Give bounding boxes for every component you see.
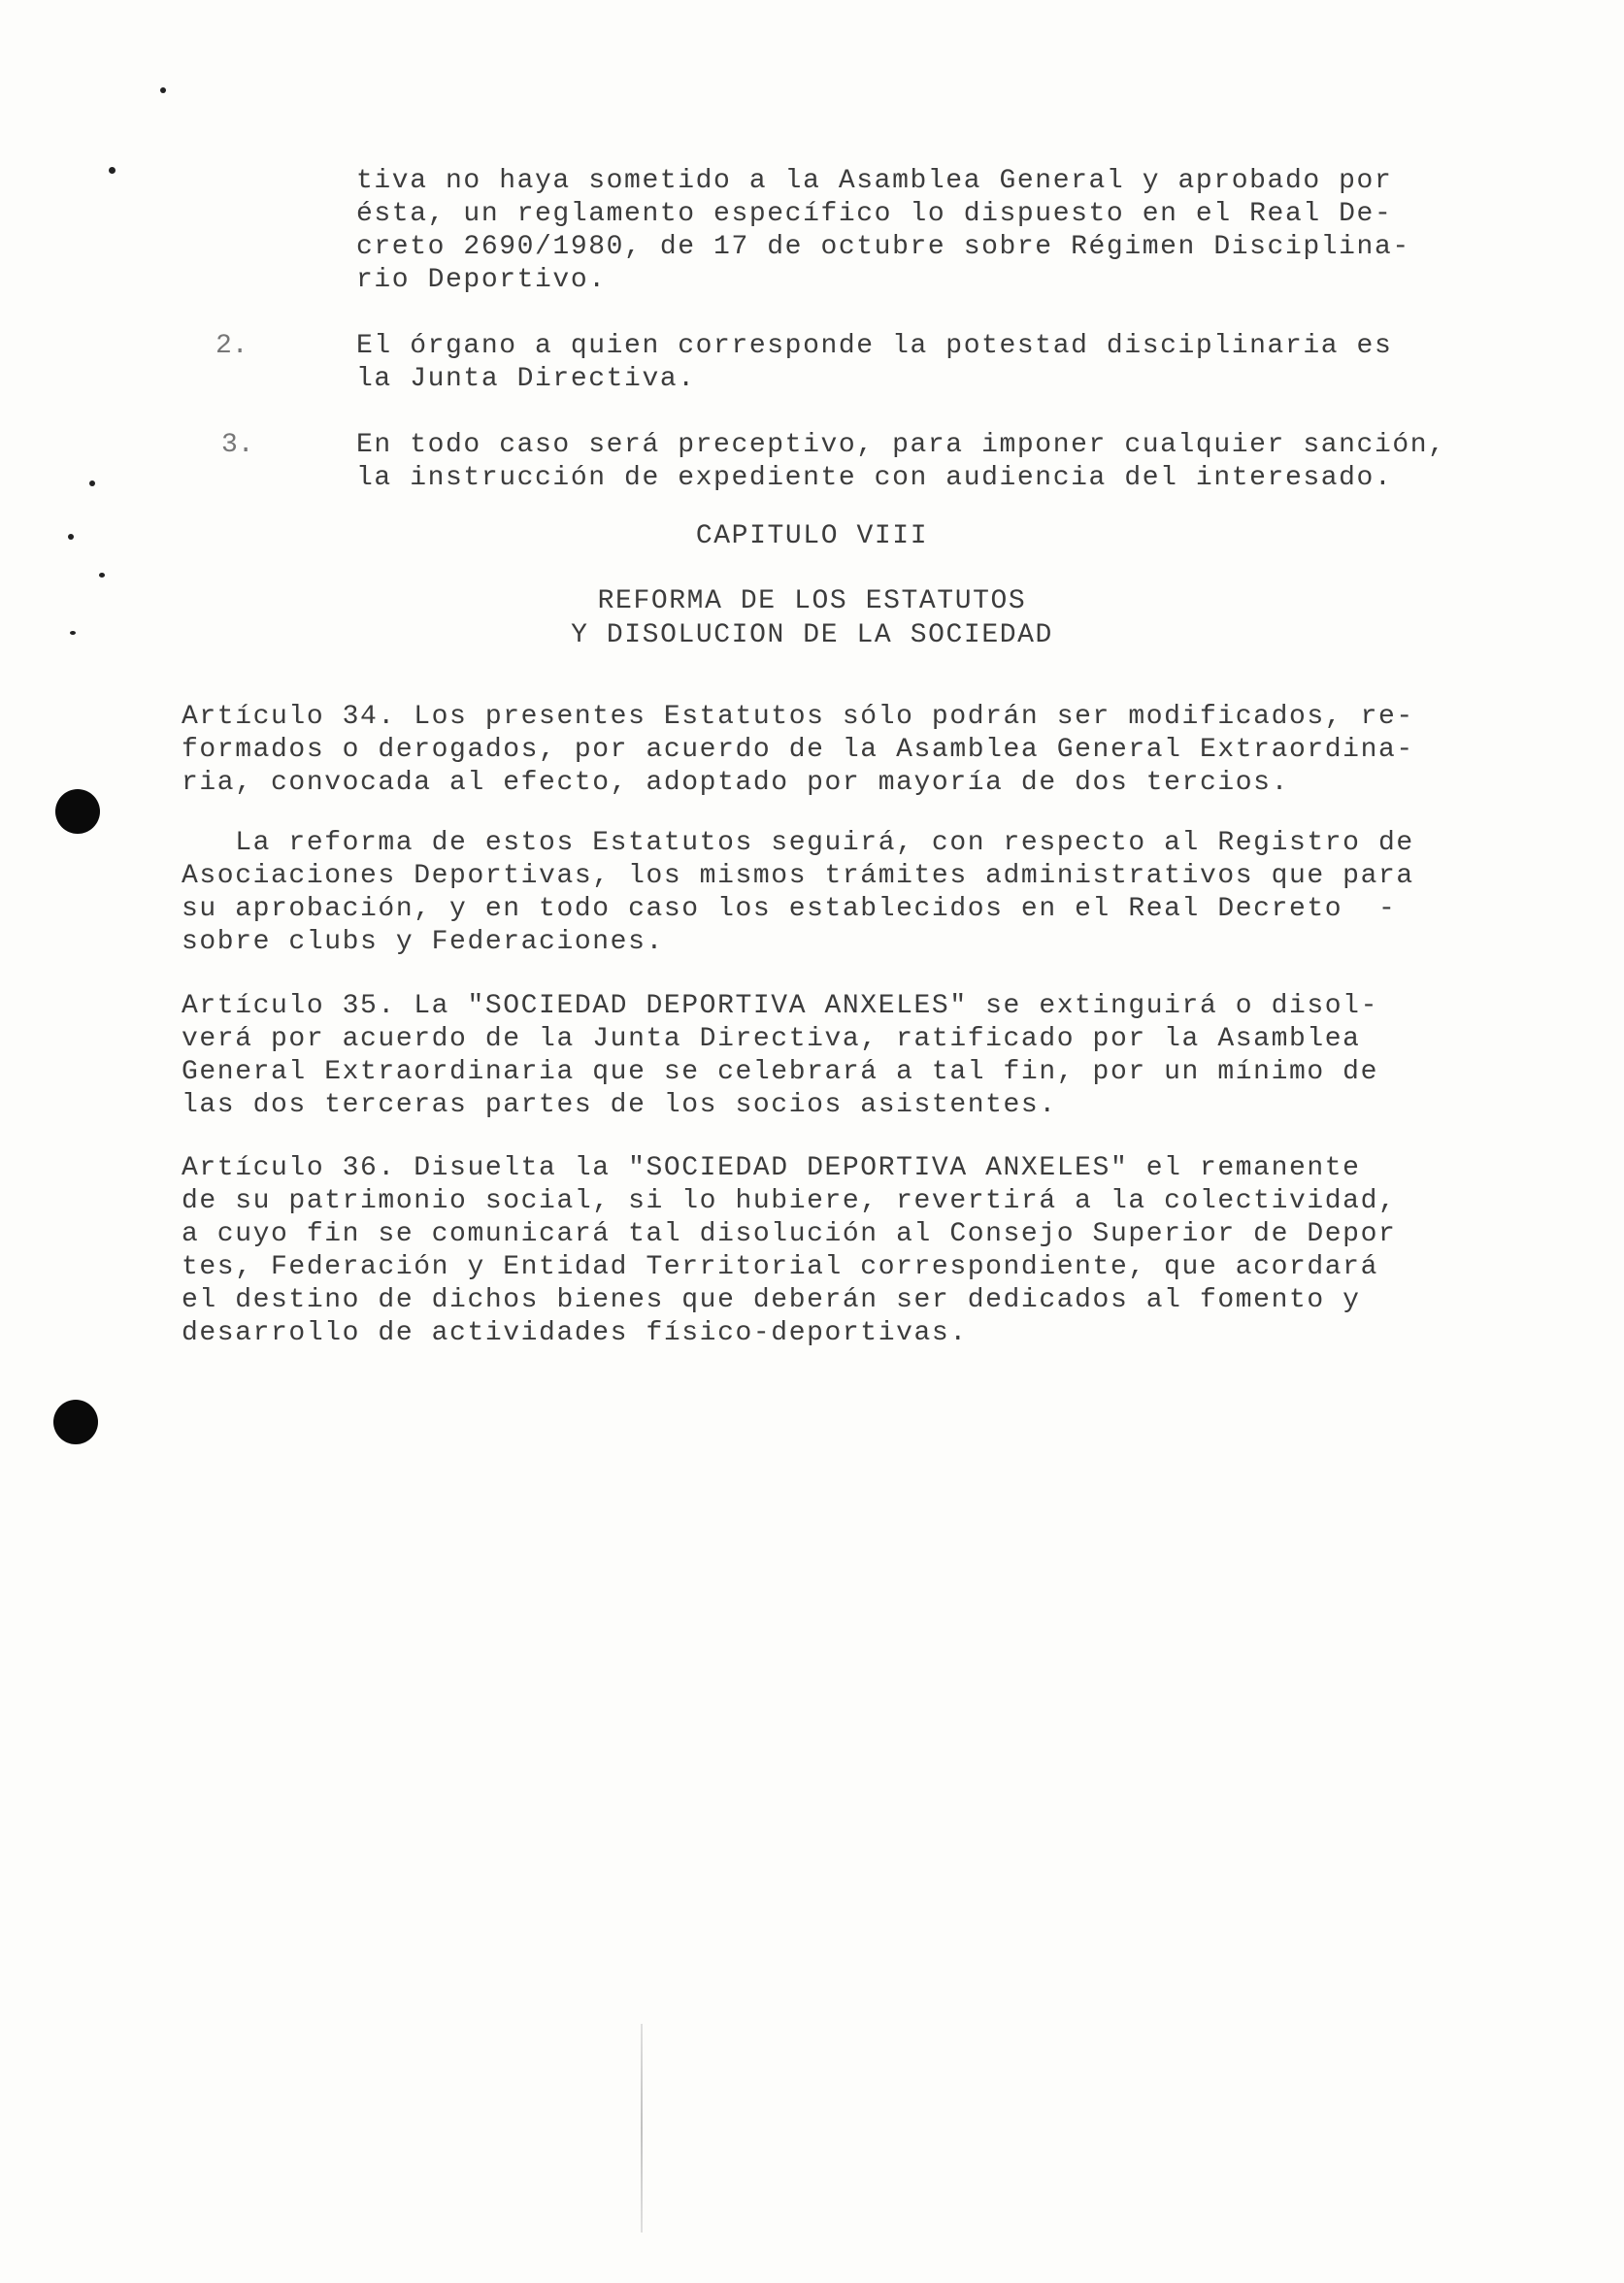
item2-line-1: El órgano a quien corresponde la potestad disciplinaria es: [356, 331, 1393, 361]
article34-para2-line-2: Asociaciones Deportivas, los mismos trámites administrativos que para: [182, 861, 1414, 891]
item3-line-2: la instrucción de expediente con audiencia del interesado.: [356, 463, 1393, 493]
ink-speck: [160, 87, 166, 93]
article35-line-4: las dos terceras partes de los socios asistentes.: [182, 1090, 1057, 1120]
article36-line-1: Artículo 36. Disuelta la "SOCIEDAD DEPORTIVA ANXELES" el remanente: [182, 1153, 1361, 1183]
paper-scratch: [641, 2024, 643, 2233]
item1-line-3: creto 2690/1980, de 17 de octubre sobre Régimen Disciplina-: [356, 232, 1410, 262]
article34-para2-line-4: sobre clubs y Federaciones.: [182, 927, 664, 957]
article36-line-6: desarrollo de actividades físico-deportivas.: [182, 1318, 968, 1348]
article34-line-3: ria, convocada al efecto, adoptado por mayoría de dos tercios.: [182, 768, 1289, 798]
article34-para2-line-3: su aprobación, y en todo caso los establecidos en el Real Decreto -: [182, 894, 1397, 924]
article36-line-5: el destino de dichos bienes que deberán ser dedicados al fomento y: [182, 1285, 1361, 1315]
item1-line-1: tiva no haya sometido a la Asamblea General y aprobado por: [356, 166, 1393, 196]
article36-line-4: tes, Federación y Entidad Territorial correspondiente, que acordará: [182, 1252, 1378, 1282]
punch-hole-bottom: [53, 1400, 98, 1444]
article34-line-2: formados o derogados, por acuerdo de la Asamblea General Extraordina-: [182, 735, 1414, 765]
article35-line-1: Artículo 35. La "SOCIEDAD DEPORTIVA ANXELES" se extinguirá o disol-: [182, 991, 1378, 1021]
ink-speck: [109, 167, 116, 174]
item2-number: 2.: [215, 331, 249, 361]
item1-line-4: rio Deportivo.: [356, 265, 607, 295]
item3-number: 3.: [221, 430, 254, 460]
punch-hole-top: [55, 789, 100, 834]
article35-line-2: verá por acuerdo de la Junta Directiva, ratificado por la Asamblea: [182, 1024, 1361, 1054]
item1-line-2: ésta, un reglamento específico lo dispuesto en el Real De-: [356, 199, 1393, 229]
item3-line-1: En todo caso será preceptivo, para imponer cualquier sanción,: [356, 430, 1446, 460]
ink-speck: [99, 573, 105, 578]
article35-line-3: General Extraordinaria que se celebrará a tal fin, por un mínimo de: [182, 1057, 1378, 1087]
article36-line-2: de su patrimonio social, si lo hubiere, revertirá a la colectividad,: [182, 1186, 1397, 1216]
article36-line-3: a cuyo fin se comunicará tal disolución al Consejo Superior de Depor: [182, 1219, 1397, 1249]
ink-speck: [89, 480, 95, 486]
article34-para2-line-1: La reforma de estos Estatutos seguirá, con respecto al Registro de: [182, 828, 1414, 858]
item2-line-2: la Junta Directiva.: [356, 364, 696, 394]
chapter-title: CAPITULO VIII: [695, 521, 929, 551]
chapter-subtitle-1: REFORMA DE LOS ESTATUTOS: [597, 586, 1027, 616]
chapter-subtitle-2: Y DISOLUCION DE LA SOCIEDAD: [571, 620, 1053, 650]
article34-line-1: Artículo 34. Los presentes Estatutos sólo podrán ser modificados, re-: [182, 702, 1414, 732]
